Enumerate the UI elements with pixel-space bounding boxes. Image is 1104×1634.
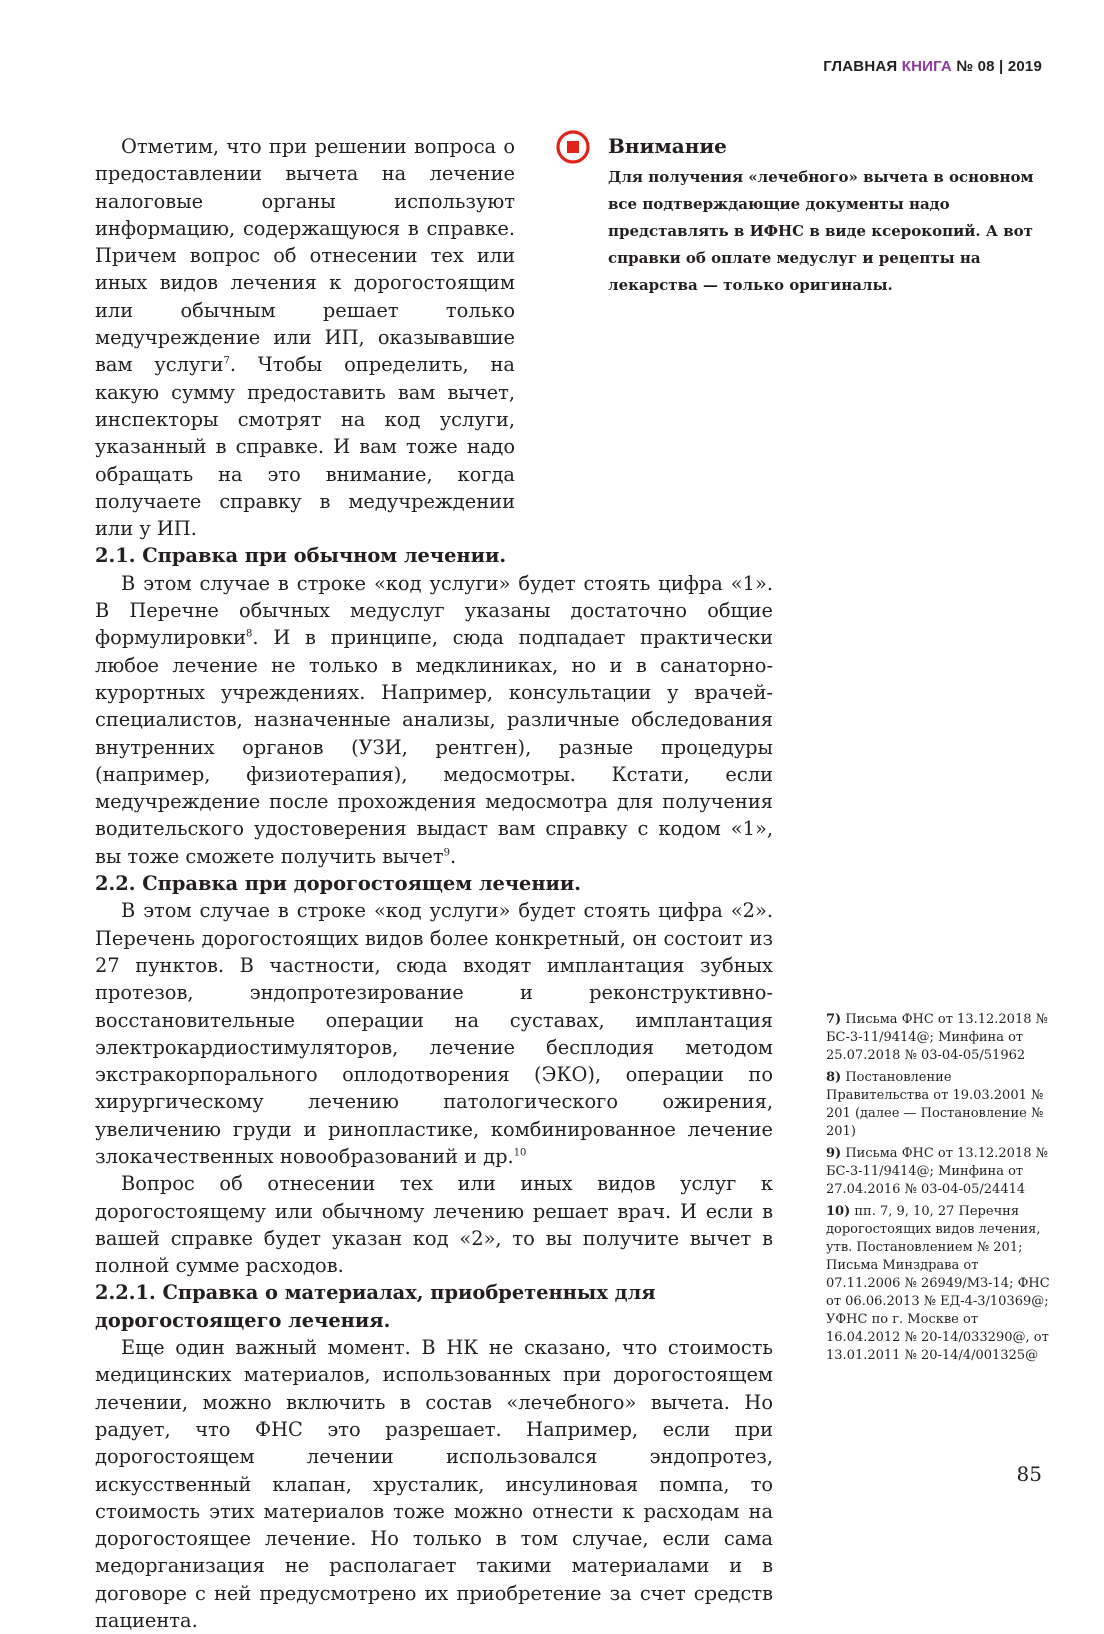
footnote-ref-10[interactable]: 10 bbox=[513, 1147, 527, 1159]
page-number: 85 bbox=[1016, 1462, 1042, 1486]
article-body bbox=[95, 133, 773, 1634]
footnote-8: 8) Постановление Правительства от 19.03.2001 № 201 (далее — Постановление № 201) bbox=[826, 1070, 1044, 1139]
heading-2-2: 2.2. Справка при дорогостоящем лечении. bbox=[95, 872, 582, 896]
footnote-ref-9[interactable]: 9 bbox=[443, 847, 450, 859]
heading-2-2-1: 2.2.1. Справка о материалах, приобретенных для дорогостоящего лечения. bbox=[95, 1281, 656, 1332]
magazine-header bbox=[823, 58, 1042, 75]
issue-number: № 08 | 2019 bbox=[956, 58, 1042, 75]
attention-text: Для получения «лечебного» вычета в основном все подтверждающие документы надо представлять в ИФНС в виде ксерокопий. А вот справки об оплате медуслуг и рецепты на лекарства — только оригиналы. bbox=[608, 168, 1034, 294]
paragraph-ordinary-treatment: В этом случае в строке «код услуги» будет стоять цифра «1». В Перечне обычных медуслуг указаны достаточно общие формулировки$^8$. И в принципе, сюда подпадает практически любое лечение не только в медклиниках, но и в санаторно-курортных учреждениях. Например, консультации у врачей-специалистов, назначенные анализы, различные обследования внутренних органов (УЗИ, рентген), разные процедуры (например, физиотерапия), медосмотры. Кстати, если медучреждение после прохождения медосмотра для получения водительского удостоверения выдаст вам справку с кодом «1», вы тоже сможете получить вычет$^9$. bbox=[95, 571, 773, 868]
paragraph-expensive-treatment: В этом случае в строке «код услуги» будет стоять цифра «2». Перечень дорогостоящих видов более конкретный, он состоит из 27 пунктов. В частности, сюда входят имплантация зубных протезов, эндопротезирование и реконструктивно-восстановительные операции на суставах, имплантация электрокардиостимуляторов, лечение бесплодия методом экстракорпорального оплодотворения (ЭКО), операции по хирургическому лечению патологического ожирения, увеличению груди и ринопластике, комбинированное лечение злокачественных новообразований и др.$^{10}$ bbox=[95, 899, 773, 1168]
footnote-ref-8[interactable]: 8 bbox=[246, 628, 253, 640]
footnote-9: 9) Письма ФНС от 13.12.2018 № БС-3-11/9414@; Минфина от 27.04.2016 № 03-04-05/24414 bbox=[826, 1146, 1048, 1197]
brand-name-accent: КНИГА bbox=[901, 58, 952, 75]
footnote-ref-7[interactable]: 7 bbox=[223, 355, 230, 367]
footnote-7: 7) Письма ФНС от 13.12.2018 № БС-3-11/9414@; Минфина от 25.07.2018 № 03-04-05/51962 bbox=[826, 1012, 1048, 1063]
attention-title: Внимание bbox=[608, 134, 727, 158]
paragraph-intro: Отметим, что при решении вопроса о предоставлении вычета на лечение налоговые органы используют информацию, содержащуюся в справке. Причем вопрос об отнесении тех или иных видов лечения к дорогостоящим или обычным решает только медучреждение или ИП, оказывавшие вам услуги$^7$. Чтобы определить, на какую сумму предоставить вам вычет, инспекторы смотрят на код услуги, указанный в справке. И вам тоже надо обращать на это внимание, когда получаете справку в медучреждении или у ИП. bbox=[95, 135, 515, 541]
footnote-10: 10) пп. 7, 9, 10, 27 Перечня дорогостоящих видов лечения, утв. Постановлением № 201; Письма Минздрава от 07.11.2006 № 26949/МЗ-14; ФНС от 06.06.2013 № ЕД-4-3/10369@; УФНС по г. Москве от 16.04.2012 № 20-14/033290@, от 13.01.2011 № 20-14/4/001325@ bbox=[826, 1204, 1050, 1363]
paragraph-materials: Еще один важный момент. В НК не сказано, что стоимость медицинских материалов, использованных при дорогостоящем лечении, можно включить в состав «лечебного» вычета. Но радует, что ФНС это разрешает. Например, если при дорогостоящем лечении использовался эндопротез, искусственный клапан, хрусталик, инсулиновая помпа, то стоимость этих материалов тоже можно отнести к расходам на дорогостоящее лечение. Но только в том случае, если сама медорганизация не располагает такими материалами и в договоре с ней предусмотрено их приобретение за счет средств пациента. bbox=[95, 1336, 773, 1633]
paragraph-doctor-decides: Вопрос об отнесении тех или иных видов услуг к дорогостоящему или обычному лечению решает врач. И если в вашей справке будет указан код «2», то вы получите вычет в полной сумме расходов. bbox=[95, 1172, 773, 1278]
brand-name: ГЛАВНАЯ bbox=[823, 58, 898, 75]
heading-2-1: 2.1. Справка при обычном лечении. bbox=[95, 544, 507, 568]
footnotes bbox=[826, 1011, 1056, 1369]
